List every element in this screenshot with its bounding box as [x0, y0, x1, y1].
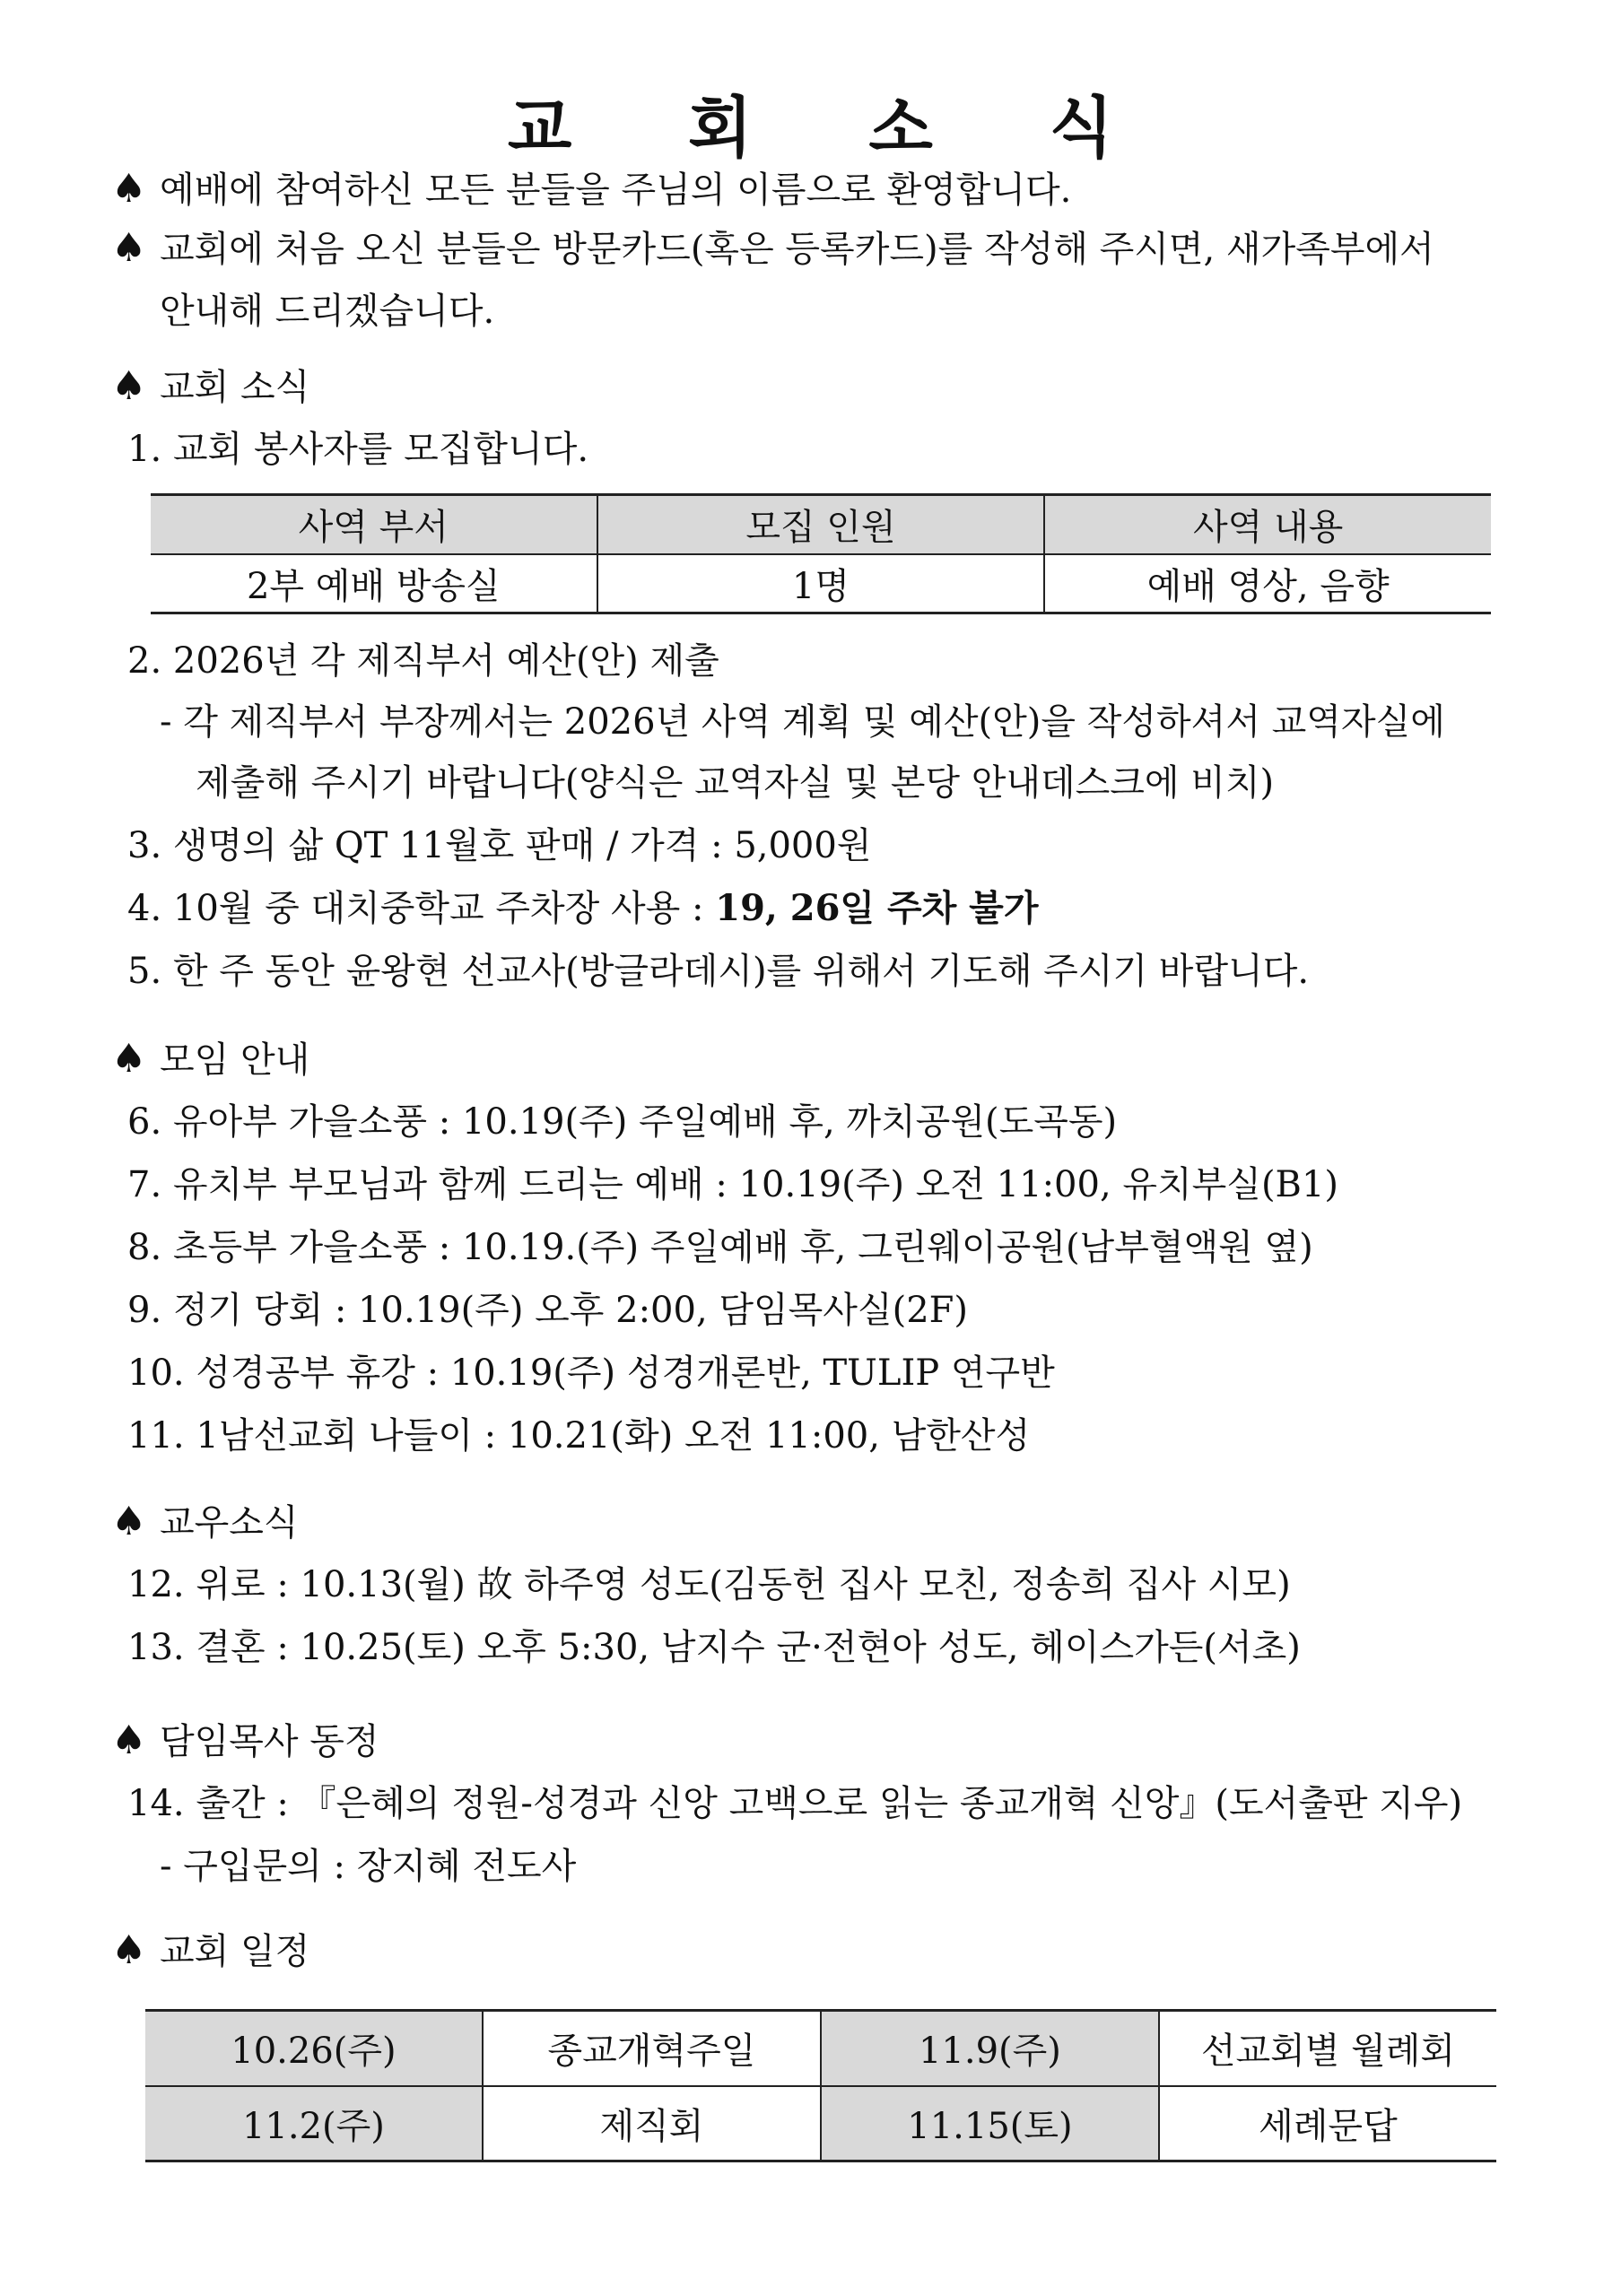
welcome-text: 예배에 참여하신 모든 분들을 주님의 이름으로 환영합니다. — [160, 170, 1072, 211]
news-item-1: 1. 교회 봉사자를 모집합니다. — [127, 429, 589, 470]
welcome-line — [111, 167, 1071, 213]
schedule-date: 10.26(주) — [145, 2011, 483, 2086]
news-item-2-sub-2: 제출해 주시기 바랍니다(양식은 교역자실 및 본당 안내데스크에 비치) — [196, 762, 1275, 804]
news-item-4 — [127, 886, 1038, 931]
table-row — [151, 554, 1491, 613]
news-item-5: 5. 한 주 동안 윤왕현 선교사(방글라데시)를 위해서 기도해 주시기 바랍니다. — [127, 951, 1310, 992]
pastor-item-14: 14. 출간 : 『은혜의 정원-성경과 신앙 고백으로 읽는 종교개혁 신앙』(도서출판 지우) — [127, 1783, 1463, 1824]
spade-icon: ♠ — [111, 363, 147, 409]
list-item: 10. 성경공부 휴강 : 10.19(주) 성경개론반, TULIP 연구반 — [127, 1352, 1055, 1394]
list-item: 8. 초등부 가을소풍 : 10.19.(주) 주일예배 후, 그린웨이공원(남부혈액원 옆) — [127, 1227, 1313, 1268]
spade-icon: ♠ — [111, 1718, 147, 1763]
newcomer-line — [111, 226, 1434, 272]
table-cell: 예배 영상, 음향 — [1044, 554, 1491, 613]
newcomer-text-2: 안내해 드리겠습니다. — [160, 291, 495, 332]
members-heading — [111, 1500, 299, 1545]
list-item: 11. 1남선교회 나들이 : 10.21(화) 오전 11:00, 남한산성 — [127, 1415, 1031, 1457]
table-row — [145, 2011, 1496, 2086]
list-item: 7. 유치부 부모님과 함께 드리는 예배 : 10.19(주) 오전 11:00, 유치부실(B1) — [127, 1164, 1338, 1205]
schedule-heading-text: 교회 일정 — [160, 1931, 310, 1972]
newcomer-text-1: 교회에 처음 오신 분들은 방문카드(혹은 등록카드)를 작성해 주시면, 새가족부에서 — [160, 229, 1434, 270]
spade-icon: ♠ — [111, 225, 147, 271]
news-item-3: 3. 생명의 삶 QT 11월호 판매 / 가격 : 5,000원 — [127, 825, 872, 866]
list-item: 9. 정기 당회 : 10.19(주) 오후 2:00, 담임목사실(2F) — [127, 1290, 968, 1331]
schedule-date: 11.15(토) — [821, 2086, 1159, 2161]
news-heading-text: 교회 소식 — [160, 367, 310, 408]
news-item-2-sub-1: - 각 제직부서 부장께서는 2026년 사역 계획 및 예산(안)을 작성하셔서 교역자실에 — [160, 701, 1445, 743]
table-header-cell: 모집 인원 — [597, 495, 1045, 554]
schedule-event: 종교개혁주일 — [483, 2011, 821, 2086]
meetings-heading — [111, 1037, 309, 1083]
volunteer-table — [151, 493, 1491, 614]
schedule-event: 제직회 — [483, 2086, 821, 2161]
news-item-4-text: 4. 10월 중 대치중학교 주차장 사용 : — [127, 888, 716, 929]
pastor-heading-text: 담임목사 동정 — [160, 1721, 379, 1762]
spade-icon: ♠ — [111, 1036, 147, 1082]
schedule-date: 11.9(주) — [821, 2011, 1159, 2086]
table-row — [145, 2086, 1496, 2161]
table-header-cell: 사역 내용 — [1044, 495, 1491, 554]
schedule-event: 선교회별 월례회 — [1159, 2011, 1496, 2086]
schedule-date: 11.2(주) — [145, 2086, 483, 2161]
news-heading — [111, 364, 309, 410]
table-header-cell: 사역 부서 — [151, 495, 597, 554]
schedule-heading — [111, 1928, 309, 1974]
spade-icon: ♠ — [111, 1499, 147, 1544]
schedule-table — [145, 2009, 1496, 2162]
list-item: 6. 유아부 가을소풍 : 10.19(주) 주일예배 후, 까치공원(도곡동) — [127, 1101, 1118, 1143]
members-heading-text: 교우소식 — [160, 1502, 299, 1544]
table-cell: 1명 — [597, 554, 1045, 613]
pastor-item-14-sub: - 구입문의 : 장지혜 전도사 — [160, 1846, 577, 1887]
pastor-heading — [111, 1718, 379, 1764]
volunteer-table-header — [151, 495, 1491, 554]
parking-notice: 19, 26일 주차 불가 — [715, 887, 1039, 929]
meetings-heading-text: 모임 안내 — [160, 1039, 310, 1081]
spade-icon: ♠ — [111, 1927, 147, 1973]
list-item: 12. 위로 : 10.13(월) 故 하주영 성도(김동헌 집사 모친, 정송희 집사 시모) — [127, 1564, 1291, 1605]
news-item-2: 2. 2026년 각 제직부서 예산(안) 제출 — [127, 640, 719, 682]
page-title: 교 회 소 식 — [507, 90, 1161, 167]
table-cell: 2부 예배 방송실 — [151, 554, 597, 613]
list-item: 13. 결혼 : 10.25(토) 오후 5:30, 남지수 군·전현아 성도, 헤이스가든(서초) — [127, 1627, 1301, 1668]
schedule-event: 세례문답 — [1159, 2086, 1496, 2161]
spade-icon: ♠ — [111, 166, 147, 212]
